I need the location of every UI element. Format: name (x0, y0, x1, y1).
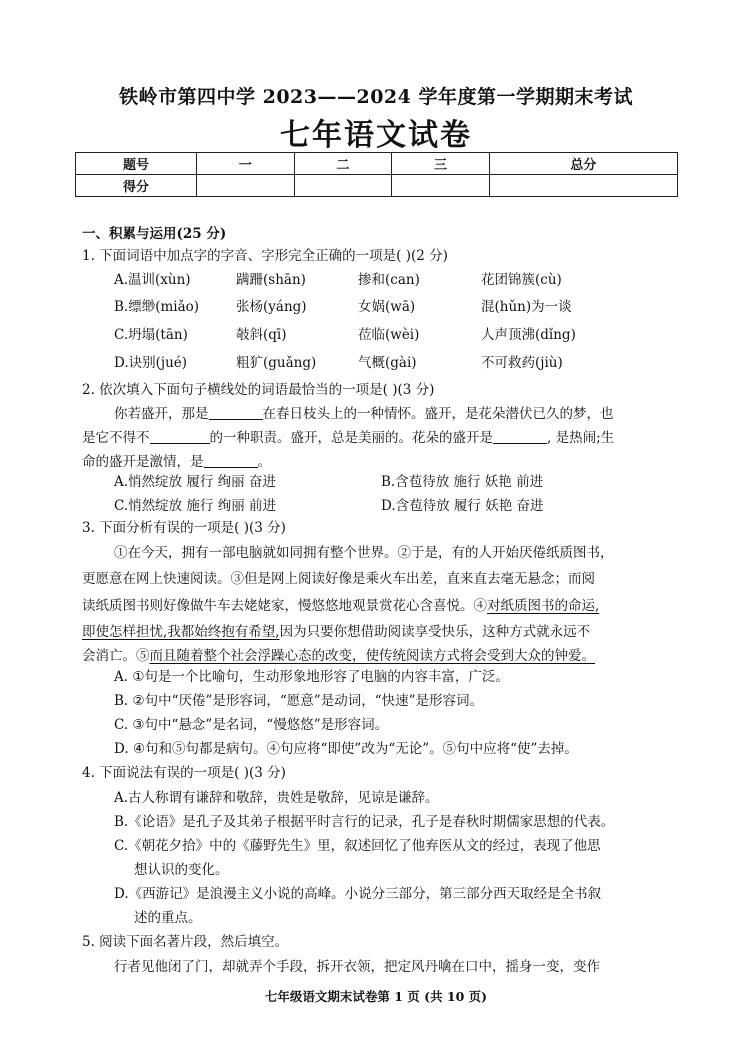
passage-text: 命的盛开是激情，是 (82, 454, 204, 470)
q3-option: C. ③句中“悬念”是名词，“慢悠悠”是形容词。 (114, 717, 389, 733)
passage-text: 会消亡。⑤ (82, 648, 150, 664)
page-footer: 七年级语文期末试卷第 1 页 (共 10 页) (264, 989, 488, 1004)
question-1-stem: 1. 下面词语中加点字的字音、字形完全正确的一项是( )(2 分) (82, 248, 448, 264)
score-table-header: 一 (197, 153, 295, 175)
question-4-stem: 4. 下面说法有误的一项是( )(3 分) (82, 765, 286, 781)
passage-text: 在春日枝头上的一种情怀。盛开，是花朵潜伏已久的梦，也 (262, 406, 614, 422)
q3-passage-line: 更愿意在网上快速阅读。③但是网上阅读好像是乘火车出差，直来直去毫无悬念；而阅 (82, 571, 595, 587)
q4-option: D.《西游记》是浪漫主义小说的高峰。小说分三部分，第三部分西天取经是全书叙 (114, 886, 602, 902)
q1-option: 花团锦簇(cù) (481, 272, 562, 288)
school-exam-title: 铁岭市第四中学 2023——2024 学年度第一学期期末考试 (119, 86, 633, 108)
q3-passage-line (82, 646, 595, 666)
q1-option: 莅临(wèi) (358, 327, 420, 343)
q1-option: 粗犷(guǎng) (236, 355, 317, 371)
q2-option: D.含苞待放 履行 妖艳 奋进 (381, 498, 544, 514)
q3-passage-line: ①在今天，拥有一部电脑就如同拥有整个世界。②于是，有的人开始厌倦纸质图书， (114, 545, 614, 561)
passage-text: 是它不得不 (82, 430, 150, 446)
underlined-sentence: 即使怎样担忧,我都始终抱有希望, (82, 624, 280, 640)
q2-option: B.含苞待放 施行 妖艳 前进 (381, 474, 544, 490)
fill-blank[interactable] (209, 405, 263, 420)
q5-passage-line: 行者见他闭了门，却就弄个手段，拆开衣领，把定风丹噙在口中，摇身一变，变作 (114, 959, 600, 975)
q1-option: 掺和(can) (358, 272, 420, 288)
underlined-sentence: 而且随着整个社会浮躁心态的改变，使传统阅读方式将会受到大众的钟爱。 (149, 648, 595, 664)
q1-option: 蹒跚(shān) (236, 272, 306, 288)
passage-text: 读纸质图书则好像做牛车去姥姥家，慢悠悠地观景赏花心含喜悦。④ (82, 598, 487, 614)
score-table-score-row (76, 175, 678, 197)
score-cell[interactable] (392, 175, 490, 197)
q2-option: C.悄然绽放 施行 绚丽 前进 (114, 498, 277, 514)
q2-passage-line (114, 404, 614, 424)
passage-text: 的一种职责。盛开，总是美丽的。花朵的盛开是 (209, 430, 493, 446)
paper-title: 七年语文试卷 (280, 118, 472, 153)
q3-option: B. ②句中“厌倦”是形容词，“愿意”是动词，“快速”是形容词。 (114, 693, 484, 709)
question-2-stem: 2. 依次填入下面句子横线处的词语最恰当的一项是( )(3 分) (82, 382, 435, 398)
q4-option-continued: 想认识的变化。 (134, 862, 229, 878)
q4-option-continued: 述的重点。 (134, 910, 202, 926)
question-3-stem: 3. 下面分析有误的一项是( )(3 分) (82, 520, 286, 536)
q1-option: A.温训(xùn) (114, 272, 191, 288)
passage-text: , 是热闹;生 (547, 430, 615, 446)
section-title: 一、积累与运用(25 分) (82, 226, 227, 242)
fill-blank[interactable] (493, 429, 547, 444)
score-row-label: 得分 (76, 175, 197, 197)
q2-passage-line (82, 452, 271, 472)
score-table-header: 总分 (489, 153, 677, 175)
score-cell[interactable] (197, 175, 295, 197)
fill-blank[interactable] (204, 453, 258, 468)
q1-option: 人声顶沸(dǐng) (481, 327, 576, 343)
score-table-header: 二 (294, 153, 392, 175)
passage-text: 你若盛开，那是 (114, 406, 209, 422)
q4-option: C.《朝花夕拾》中的《藤野先生》里，叙述回忆了他弃医从文的经过，表现了他思 (114, 838, 601, 854)
q1-option: 张杨(yáng) (236, 299, 307, 315)
q3-option: A. ①句是一个比喻句，生动形象地形容了电脑的内容丰富，广泛。 (114, 669, 509, 685)
q2-option: A.悄然绽放 履行 绚丽 奋进 (114, 474, 276, 490)
q1-option: 攲斜(qī) (236, 327, 287, 343)
q4-option: A.古人称谓有谦辞和敬辞，贵姓是敬辞，见谅是谦辞。 (114, 790, 439, 806)
q1-option: 气概(gài) (358, 355, 417, 371)
score-table-header-row (76, 153, 678, 175)
passage-text: 因为只要你想借助阅读享受快乐，这种方式就永远不 (279, 624, 591, 640)
q1-option: C.坍塌(tān) (114, 327, 188, 343)
q1-option: 女娲(wā) (358, 299, 416, 315)
score-table (75, 152, 678, 197)
q1-option: 混(hǔn)为一谈 (481, 299, 572, 315)
fill-blank[interactable] (150, 429, 210, 444)
score-cell[interactable] (294, 175, 392, 197)
score-table-header: 三 (392, 153, 490, 175)
q1-option: B.缥缈(miǎo) (114, 299, 200, 315)
q3-passage-line (82, 596, 599, 616)
score-table-header: 题号 (76, 153, 197, 175)
q4-option: B.《论语》是孔子及其弟子根据平时言行的记录，孔子是春秋时期儒家思想的代表。 (114, 814, 615, 830)
q1-option: D.诀别(jué) (114, 355, 188, 371)
question-5-stem: 5. 阅读下面名著片段，然后填空。 (82, 934, 289, 950)
q2-passage-line (82, 428, 614, 448)
q3-option: D. ④句和⑤句都是病句。④句应将“即使”改为“无论”。⑤句中应将“使”去掉。 (114, 741, 578, 757)
q3-passage-line (82, 622, 590, 642)
underlined-sentence: 对纸质图书的命运, (487, 598, 600, 614)
score-cell[interactable] (489, 175, 677, 197)
passage-text: 。 (257, 454, 271, 470)
q1-option: 不可救药(jiù) (481, 355, 563, 371)
